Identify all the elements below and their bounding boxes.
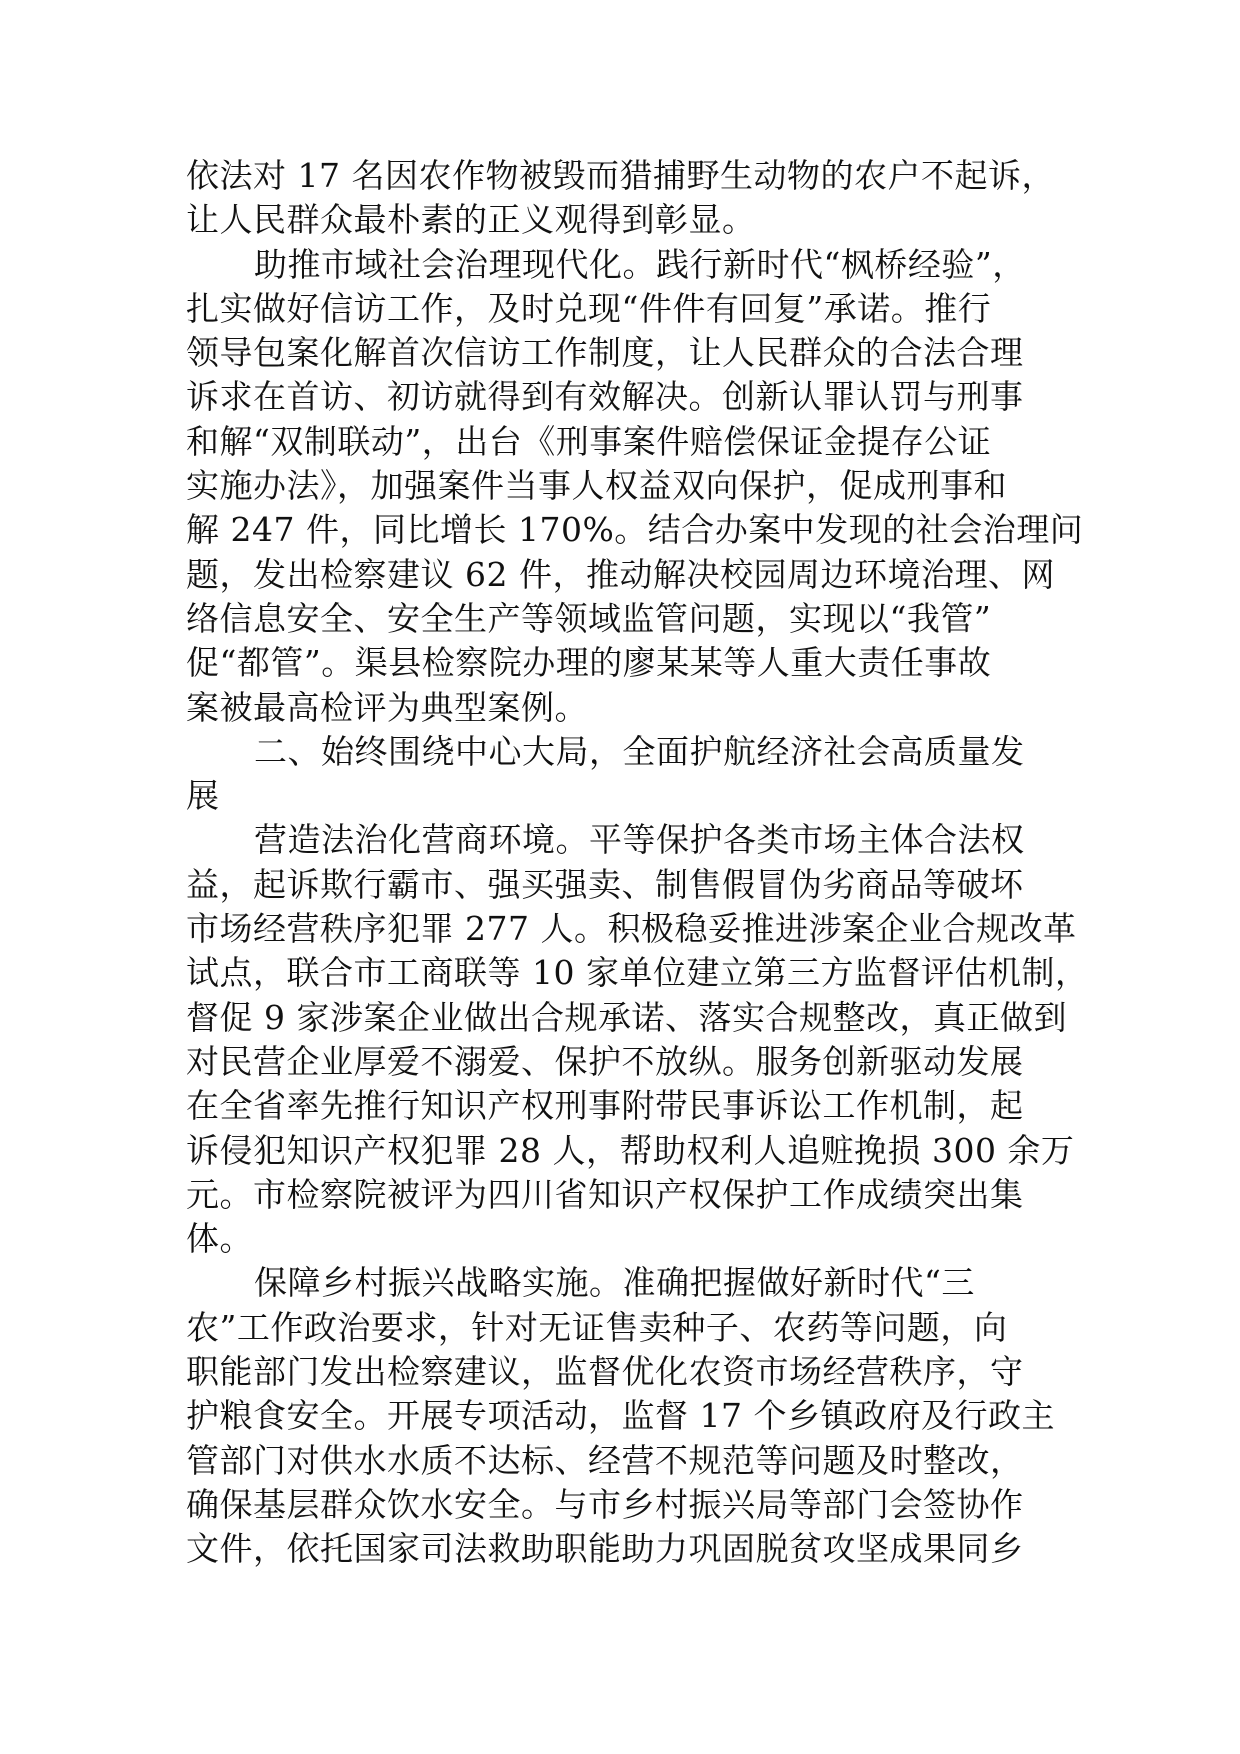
text-line: 二、始终围绕中心大局，全面护航经济社会高质量发: [254, 731, 1025, 771]
text-line: 试点，联合市工商联等 10 家单位建立第三方监督评估机制，: [186, 953, 1089, 993]
text-line: 在全省率先推行知识产权刑事附带民事诉讼工作机制，起: [186, 1086, 1024, 1126]
text-line: 促“都管”。渠县检察院办理的廖某某等人重大责任事故: [186, 643, 992, 683]
text-line: 文件，依托国家司法救助职能助力巩固脱贫攻坚成果同乡: [186, 1529, 1024, 1569]
text-line: 助推市域社会治理现代化。践行新时代“枫桥经验”，: [254, 244, 1026, 284]
text-line: 领导包案化解首次信访工作制度，让人民群众的合法合理: [186, 333, 1024, 373]
text-line: 护粮食安全。开展专项活动，监督 17 个乡镇政府及行政主: [186, 1396, 1055, 1436]
text-line: 展: [186, 776, 220, 816]
text-line: 解 247 件，同比增长 170%。结合办案中发现的社会治理问: [186, 510, 1084, 550]
text-line: 职能部门发出检察建议，监督优化农资市场经营秩序，守: [186, 1352, 1024, 1392]
text-line: 农”工作政治要求，针对无证售卖种子、农药等问题，向: [186, 1307, 1008, 1347]
text-line: 体。: [186, 1219, 253, 1259]
text-line: 督促 9 家涉案企业做出合规承诺、落实合规整改，真正做到: [186, 997, 1067, 1037]
text-line: 扎实做好信访工作，及时兑现“件件有回复”承诺。推行: [186, 288, 992, 328]
text-line: 题，发出检察建议 62 件，推动解决校园周边环境治理、网: [186, 554, 1055, 594]
text-line: 对民营企业厚爱不溺爱、保护不放纵。服务创新驱动发展: [186, 1041, 1024, 1081]
text-line: 管部门对供水水质不达标、经营不规范等问题及时整改，: [186, 1440, 1024, 1480]
text-line: 诉侵犯知识产权犯罪 28 人，帮助权利人追赃挽损 300 余万: [186, 1130, 1075, 1170]
text-line: 实施办法》，加强案件当事人权益双向保护，促成刑事和: [186, 466, 1007, 506]
text-line: 营造法治化营商环境。平等保护各类市场主体合法权: [254, 820, 1025, 860]
text-line: 诉求在首访、初访就得到有效解决。创新认罪认罚与刑事: [186, 377, 1024, 417]
text-line: 保障乡村振兴战略实施。准确把握做好新时代“三: [254, 1263, 975, 1303]
text-line: 络信息安全、安全生产等领域监管问题，实现以“我管”: [186, 598, 992, 638]
text-line: 案被最高检评为典型案例。: [186, 687, 588, 727]
text-line: 让人民群众最朴素的正义观得到彰显。: [186, 200, 756, 240]
text-line: 依法对 17 名因农作物被毁而猎捕野生动物的农户不起诉，: [186, 156, 1055, 195]
body-text: [186, 154, 1089, 1572]
text-line: 确保基层群众饮水安全。与市乡村振兴局等部门会签协作: [186, 1484, 1024, 1524]
text-line: 元。市检察院被评为四川省知识产权保护工作成绩突出集: [186, 1174, 1024, 1214]
text-line: 益，起诉欺行霸市、强买强卖、制售假冒伪劣商品等破坏: [186, 864, 1024, 904]
text-line: 和解“双制联动”，出台《刑事案件赔偿保证金提存公证: [186, 421, 992, 461]
text-line: 市场经营秩序犯罪 277 人。积极稳妥推进涉案企业合规改革: [186, 909, 1077, 949]
